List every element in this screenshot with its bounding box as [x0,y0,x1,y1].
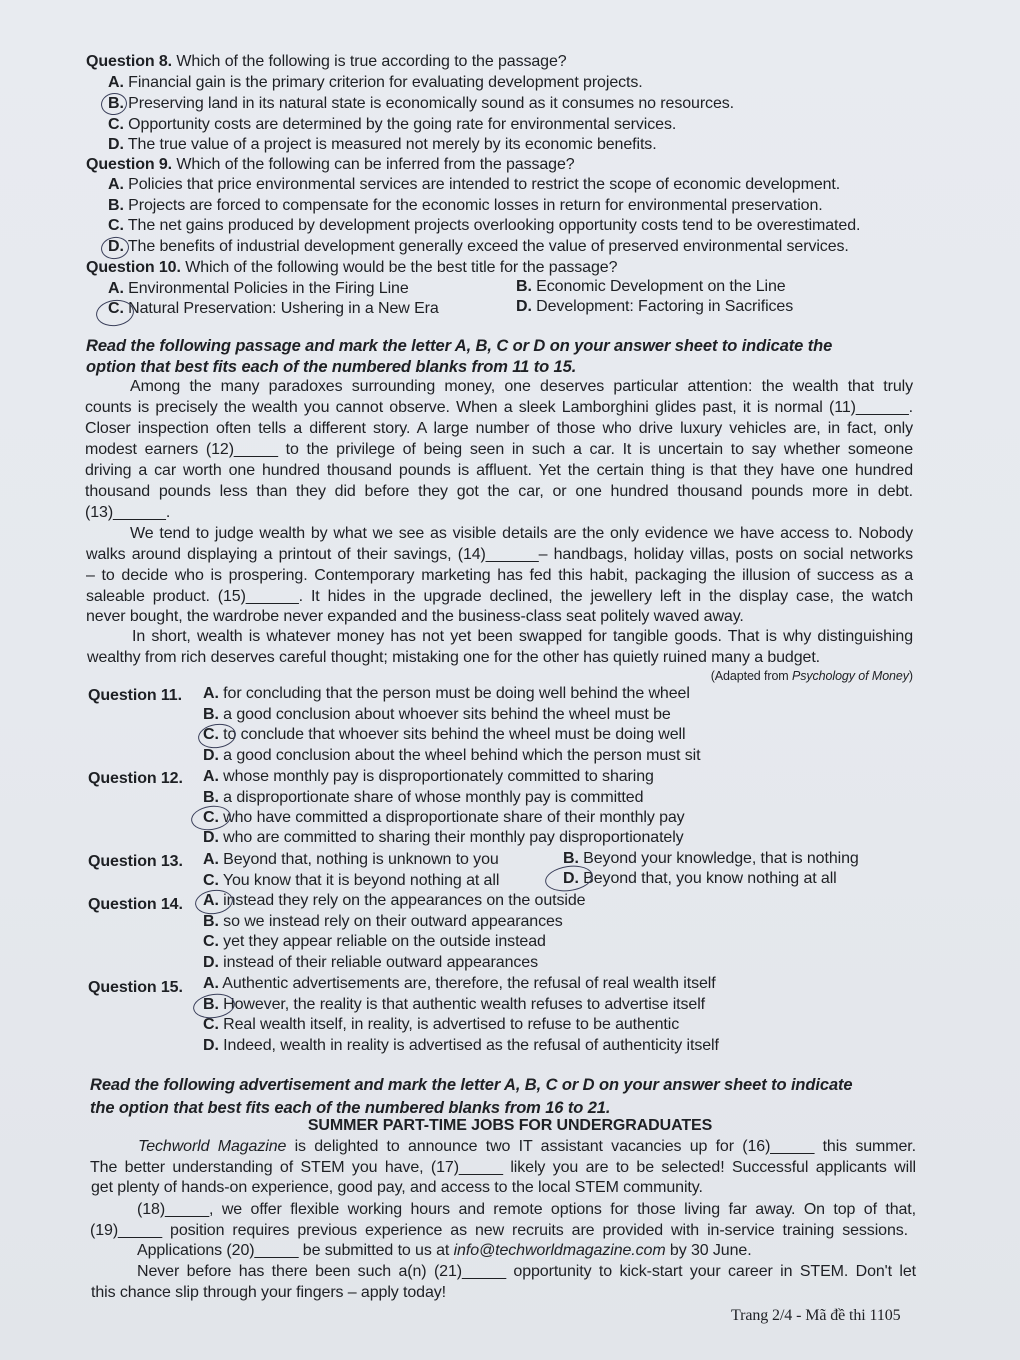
option-text: to conclude that whoever sits behind the wheel must be doing well [223,726,686,743]
q8-option-c [108,115,1020,135]
option-text: Beyond that, you know nothing at all [583,870,837,887]
magazine-name: Techworld Magazine [138,1138,287,1155]
option-text: Indeed, wealth in reality is advertised as the refusal of authenticity itself [223,1037,719,1054]
q12-option-c [203,808,1020,828]
option-text: who are committed to sharing their monthly pay disproportionately [223,829,684,846]
passage-line: modest earners (12)_____ to the privilege of being seen in such a car. It is uncertain to say whether someone [85,441,913,458]
q10-option-d [516,297,1020,317]
q13-option-b [563,849,1020,869]
instruction-1-line-1: Read the following passage and mark the letter A, B, C or D on your answer sheet to indicate the [86,337,833,355]
option-letter: D. [203,829,219,846]
ad-line [138,1137,916,1157]
q14-option-d [203,953,1020,973]
question-8 [86,52,1020,72]
page-footer: Trang 2/4 - Mã đề thi 1105 [731,1307,901,1324]
ad-line: (19)_____ position requires previous experience as new recruits are provided with in-service training sessions. [90,1222,908,1239]
q11-option-d [203,746,1020,766]
option-letter: D. [203,1037,219,1054]
option-text: whose monthly pay is disproportionately committed to sharing [223,768,654,785]
option-letter: C. [203,726,219,743]
passage-line: walks around displaying a printout of their savings, (14)______– handbags, holiday villas, posts on social networks [86,546,913,563]
q11-option-a [203,684,1020,704]
passage-line: driving a car worth one hundred thousand pounds is affluent. Yet the certain thing is that they have one hundred [85,462,913,479]
option-text: The true value of a project is measured not merely by its economic benefits. [127,136,657,153]
question-9 [86,155,1020,175]
passage-line: Closer inspection often tells a different story. A large number of those who drive luxury vehicles are, in fact, only [85,420,913,437]
option-letter: B. [203,913,219,930]
question-label: Question 9. [86,156,173,173]
q14-option-b [203,912,1020,932]
passage-line: wealthy from rich deserves careful thought; mistaking one for the other has quietly ruined many a budget. [87,649,821,666]
q8-option-b [108,94,1020,114]
q8-option-a [108,73,1020,93]
q8-option-d [108,135,1020,155]
option-text: Projects are forced to compensate for the economic losses in return for environmental preservation. [128,197,823,214]
option-letter: A. [108,280,124,297]
source-title: Psychology of Money [792,669,909,683]
option-text: instead they rely on the appearances on the outside [223,892,586,909]
q12-option-a [203,767,1020,787]
option-text: Real wealth itself, in reality, is advertised to refuse to be authentic [223,1016,680,1033]
option-letter: C. [108,300,124,317]
option-text: Policies that price environmental services are intended to restrict the scope of economic development. [128,176,841,193]
option-text: who have committed a disproportionate share of their monthly pay [223,809,685,826]
option-letter: B. [563,850,579,867]
question-13: Question 13. [88,853,183,870]
q11-option-b [203,705,1020,725]
passage-line: We tend to judge wealth by what we see as visible details are the only evidence we have access to. Nobody [130,525,913,542]
option-text: Opportunity costs are determined by the going rate for environmental services. [128,116,677,133]
ad-title: SUMMER PART-TIME JOBS FOR UNDERGRADUATES [307,1117,713,1134]
option-letter: A. [203,892,219,909]
option-letter: A. [203,685,219,702]
passage-line: saleable product. (15)______. It hides in the upgrade declined, the jewellery left in the display case, the watch [86,588,913,605]
option-letter: A. [108,74,124,91]
passage-line: thousand pounds less than they did before they got the car, or one hundred thousand pounds more in debt. [85,483,913,500]
option-letter: D. [203,747,219,764]
instruction-2-line-1: Read the following advertisement and mark the letter A, B, C or D on your answer sheet to indicate [90,1076,853,1094]
option-letter: A. [203,851,219,868]
option-text: for concluding that the person must be doing well behind the wheel [223,685,690,702]
option-letter: B. [108,95,124,112]
q11-option-c [203,725,1020,745]
option-text: instead of their reliable outward appearances [223,954,538,971]
option-letter: D. [108,238,124,255]
ad-line-text: Applications (20)_____ be submitted to us at [137,1242,454,1259]
option-letter: A. [203,768,219,785]
passage-source [500,666,913,686]
option-letter: C. [203,872,219,889]
option-text: Authentic advertisements are, therefore, the refusal of real wealth itself [222,975,716,992]
option-text: so we instead rely on their outward appearances [223,913,563,930]
option-text: Beyond your knowledge, that is nothing [583,850,859,867]
option-text: The benefits of industrial development generally exceed the value of preserved environmental services. [127,238,849,255]
option-letter: B. [516,278,532,295]
option-text: a disproportionate share of whose monthly pay is committed [223,789,644,806]
q9-option-d [108,237,1020,257]
option-letter: B. [108,197,124,214]
question-10 [86,258,1020,278]
option-text: Environmental Policies in the Firing Line [128,280,409,297]
option-text: Beyond that, nothing is unknown to you [223,851,499,868]
option-text: The net gains produced by development projects overlooking opportunity costs tend to be overestimated. [127,217,861,234]
question-14: Question 14. [88,896,183,913]
q14-option-a [203,891,1020,911]
option-text: Financial gain is the primary criterion for evaluating development projects. [128,74,643,91]
option-text: a good conclusion about whoever sits behind the wheel must be [223,706,671,723]
question-stem: Which of the following would be the best title for the passage? [185,259,618,276]
option-letter: A. [108,176,124,193]
ad-line [137,1241,1020,1261]
question-15: Question 15. [88,979,183,996]
option-letter: B. [203,789,219,806]
question-11: Question 11. [88,687,182,704]
option-letter: C. [203,1016,219,1033]
question-label: Question 8. [86,53,173,70]
instruction-2-line-2: the option that best fits each of the numbered blanks from 16 to 21. [90,1099,611,1117]
option-text: a good conclusion about the wheel behind which the person must sit [223,747,701,764]
ad-line: Never before has there been such a(n) (21)_____ opportunity to kick-start your career in STEM. Don't let [137,1263,916,1280]
passage-line: In short, wealth is whatever money has not yet been swapped for tangible goods. That is why distinguishing [132,628,913,645]
ad-line-text: is delighted to announce two IT assistant vacancies up for (16)_____ this summer. [286,1138,916,1155]
option-letter: D. [108,136,124,153]
q12-option-d [203,828,1020,848]
option-text: You know that it is beyond nothing at all [222,872,500,889]
option-text: yet they appear reliable on the outside instead [223,933,546,950]
option-text: Development: Factoring in Sacrifices [536,298,794,315]
option-letter: C. [108,217,124,234]
q13-option-d [563,869,1020,889]
ad-line: The better understanding of STEM you have, (17)_____ likely you are to be selected! Successful applicants will [90,1159,916,1176]
q9-option-a [108,175,1020,195]
q15-option-d [203,1036,1020,1056]
question-stem: Which of the following is true according to the passage? [176,53,567,70]
option-letter: D. [563,870,579,887]
option-text: However, the reality is that authentic wealth refuses to advertise itself [223,996,706,1013]
q9-option-b [108,196,1020,216]
option-letter: D. [203,954,219,971]
option-letter: C. [203,933,219,950]
source-suffix: ) [908,669,913,683]
option-letter: D. [516,298,532,315]
source-prefix: (Adapted from [710,669,792,683]
instruction-1-line-2: option that best fits each of the numbered blanks from 11 to 15. [86,358,577,376]
passage-line: never bought, the wardrobe never expanded and the business-class seat politely waved away. [86,608,744,625]
passage-line: – to decide who is prospering. Contemporary marketing has fed this habit, packaging the illusion of success as a [86,567,913,584]
option-letter: B. [203,706,219,723]
q15-option-c [203,1015,1020,1035]
option-letter: C. [108,116,124,133]
option-letter: C. [203,809,219,826]
question-stem: Which of the following can be inferred from the passage? [176,156,575,173]
ad-line: this chance slip through your fingers – apply today! [91,1284,447,1301]
passage-line: Among the many paradoxes surrounding money, one deserves particular attention: the wealth that truly [130,378,913,395]
q15-option-b [203,995,1020,1015]
passage-line: (13)______. [85,504,171,521]
option-text: Economic Development on the Line [536,278,786,295]
q9-option-c [108,216,1020,236]
passage-line: counts is precisely the wealth you cannot observe. When a sleek Lamborghini glides past, it is normal (11)______. [85,399,913,416]
option-text: Natural Preservation: Ushering in a New Era [128,300,439,317]
q10-option-b [516,277,1020,297]
q15-option-a [203,974,1020,994]
option-letter: A. [203,975,219,992]
option-letter: B. [203,996,219,1013]
option-text: Preserving land in its natural state is economically sound as it consumes no resources. [128,95,734,112]
ad-line: get plenty of hands-on experience, good pay, and access to the local STEM community. [91,1179,703,1196]
q14-option-c [203,932,1020,952]
ad-line-text: by 30 June. [665,1242,752,1259]
ad-line: (18)_____, we offer flexible working hours and remote options for those living far away. On top of that, [137,1201,916,1218]
question-label: Question 10. [86,259,181,276]
email-address: info@techworldmagazine.com [453,1242,666,1259]
q12-option-b [203,788,1020,808]
question-12: Question 12. [88,770,183,787]
